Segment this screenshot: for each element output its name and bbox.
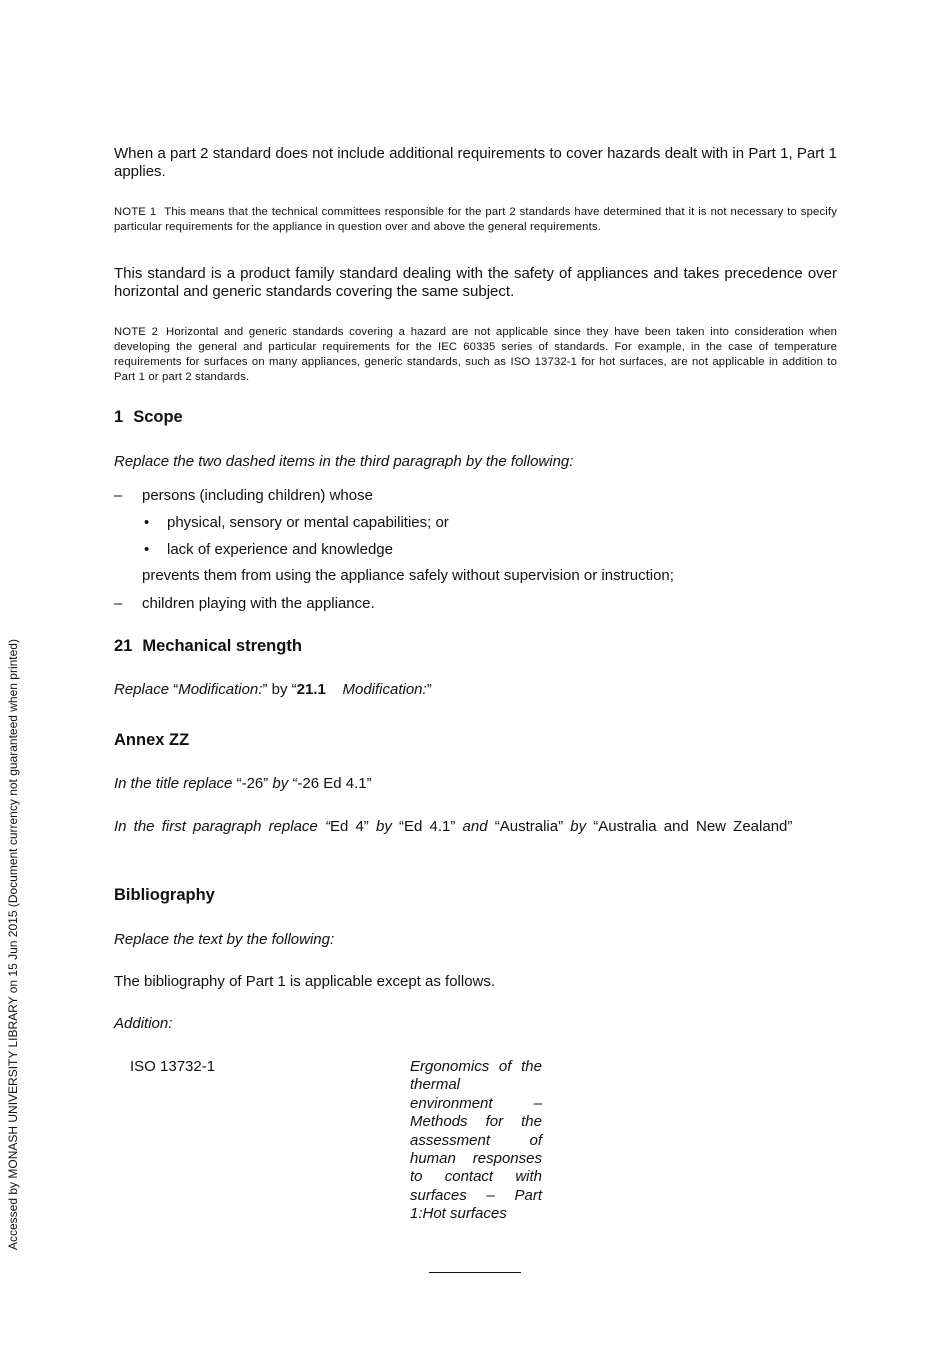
quote-mark: ” (426, 681, 432, 698)
scope-bullet-1: physical, sensory or mental capabilities; or (167, 514, 449, 531)
quote-mark: “ (173, 681, 179, 698)
clause-number: 21.1 (296, 681, 326, 698)
new-value: “-26 Ed 4.1” (292, 775, 372, 792)
note-2 (114, 325, 837, 385)
annex-instruction-1 (114, 775, 837, 793)
by-word: by (375, 818, 392, 835)
by-text: ” by “ (262, 681, 297, 698)
scope-instruction: Replace the two dashed items in the third paragraph by the following: (114, 453, 574, 470)
dash-marker: – (114, 487, 123, 504)
scope-bullet-2: lack of experience and knowledge (167, 541, 393, 558)
and-word: and (462, 818, 488, 835)
note-2-label: NOTE 2 (114, 326, 159, 338)
mechanical-number: 21 (114, 637, 133, 655)
bibliography-statement: The bibliography of Part 1 is applicable except as follows. (114, 973, 496, 990)
access-watermark: Accessed by MONASH UNIVERSITY LIBRARY on 15 Jun 2015 (Document currency not guaranteed when printed) (6, 639, 20, 1250)
mechanical-heading (114, 637, 302, 656)
note-1-text: This means that the technical committees responsible for the part 2 standards have determined that it is not necessary to specify particular requirements for the appliance in question over and above the general requirements. (114, 206, 838, 233)
new-value: “Australia and New Zealand” (593, 818, 793, 835)
note-2-text: Horizontal and generic standards covering a hazard are not applicable since they have been taken into consideration when developing the general and particular requirements for the IEC 60335 series of standards. For example, in the case of temperature requirements for surfaces on many appliances, generic standards, such as ISO 13732-1 for hot surfaces, are not applicable in addition to Part 1 or part 2 standards. (114, 326, 838, 383)
replace-word: Replace (114, 681, 170, 698)
modification-text: Modification: (178, 681, 263, 698)
bibliography-title: Ergonomics of the thermal environment – Methods for the assessment of human responses to contact with surfaces – Part 1:Hot surfaces (410, 1058, 542, 1223)
old-value: “Australia” (494, 818, 564, 835)
old-value: “-26” (236, 775, 269, 792)
note-1-label: NOTE 1 (114, 206, 157, 218)
bibliography-heading: Bibliography (114, 886, 215, 904)
intro-paragraph-2: This standard is a product family standard dealing with the safety of appliances and takes precedence over horizontal and generic standards covering the same subject. (114, 265, 837, 300)
annex-heading: Annex ZZ (114, 731, 190, 749)
note-1 (114, 205, 837, 235)
mechanical-title: Mechanical strength (142, 637, 302, 655)
bibliography-code: ISO 13732-1 (130, 1058, 216, 1075)
scope-continuation: prevents them from using the appliance safely without supervision or instruction; (142, 567, 674, 584)
modification-text: Modification: (342, 681, 427, 698)
by-word: by (272, 775, 289, 792)
bullet-marker: • (144, 541, 150, 558)
intro-paragraph-1: When a part 2 standard does not include additional requirements to cover hazards dealt with in Part 1, Part 1 applies. (114, 145, 837, 180)
dash-marker: – (114, 595, 123, 612)
scope-title: Scope (133, 408, 183, 426)
annex-instruction-2 (114, 818, 837, 836)
scope-item-1: persons (including children) whose (142, 487, 373, 504)
instruction-text: In the first paragraph replace “ (114, 818, 330, 835)
scope-heading (114, 408, 183, 427)
addition-label: Addition: (114, 1015, 173, 1032)
mechanical-instruction (114, 681, 837, 699)
old-value: Ed 4” (329, 818, 369, 835)
end-rule (429, 1272, 521, 1273)
new-value: “Ed 4.1” (399, 818, 456, 835)
instruction-text: In the title replace (114, 775, 233, 792)
scope-item-2: children playing with the appliance. (142, 595, 375, 612)
scope-number: 1 (114, 408, 124, 426)
bullet-marker: • (144, 514, 150, 531)
by-word: by (570, 818, 587, 835)
bibliography-instruction: Replace the text by the following: (114, 931, 335, 948)
